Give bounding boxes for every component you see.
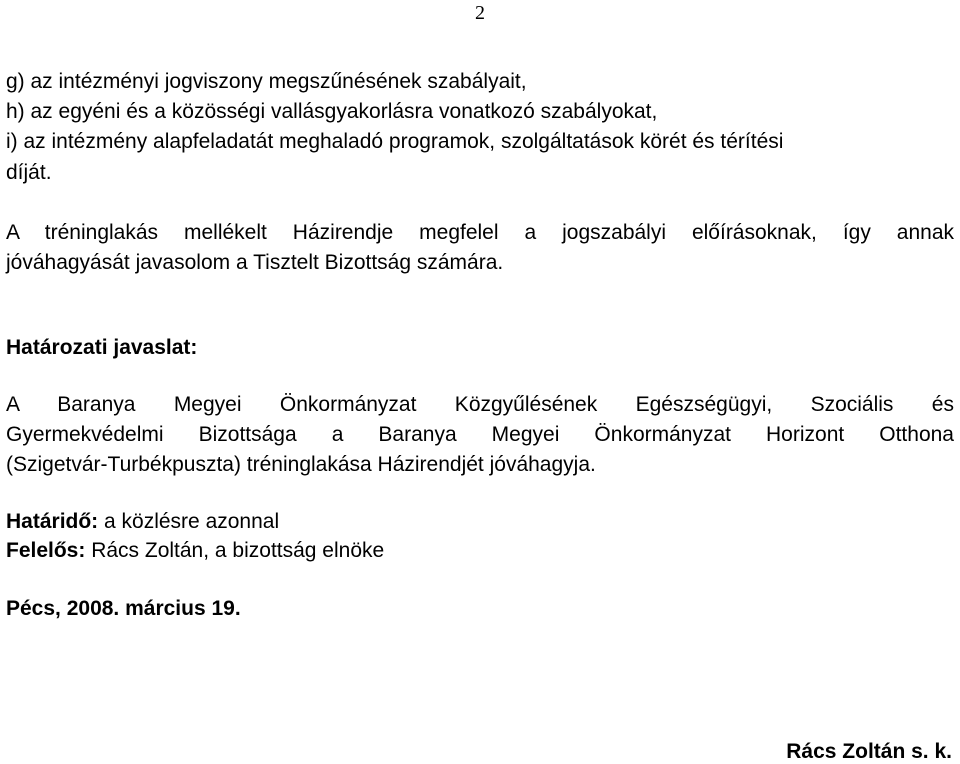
page-number — [0, 2, 960, 24]
page-number-text: 2 — [475, 2, 485, 24]
resolution-line-1: A Baranya Megyei Önkormányzat Közgyűlésének Egészségügyi, Szociális és — [6, 393, 954, 416]
signature: Rács Zoltán s. k. — [786, 740, 952, 763]
resolution-line-3: (Szigetvár-Turbékpuszta) tréninglakása Házirendjét jóváhagyja. — [6, 453, 596, 476]
list-item-g: g) az intézményi jogviszony megszűnésének szabályait, — [6, 70, 527, 93]
responsible-label: Felelős: — [6, 539, 86, 562]
resolution-heading: Határozati javaslat: — [6, 336, 198, 359]
deadline-value: a közlésre azonnal — [98, 510, 280, 533]
deadline-line — [6, 510, 279, 534]
list-item-i: i) az intézmény alapfeladatát meghaladó programok, szolgáltatások körét és térítési — [6, 130, 784, 153]
deadline-label: Határidő: — [6, 510, 99, 533]
responsible-line — [6, 539, 384, 563]
paragraph-line-1: A tréninglakás mellékelt Házirendje megfelel a jogszabályi előírásoknak, így annak — [6, 221, 954, 244]
paragraph-line-2: jóváhagyását javasolom a Tisztelt Bizottság számára. — [6, 251, 504, 274]
list-item-h: h) az egyéni és a közösségi vallásgyakorlásra vonatkozó szabályokat, — [6, 100, 658, 123]
list-item-i-continued: díját. — [6, 161, 52, 184]
resolution-line-2: Gyermekvédelmi Bizottsága a Baranya Megyei Önkormányzat Horizont Otthona — [6, 423, 954, 446]
place-date: Pécs, 2008. március 19. — [6, 597, 241, 620]
responsible-value: Rács Zoltán, a bizottság elnöke — [85, 539, 385, 562]
